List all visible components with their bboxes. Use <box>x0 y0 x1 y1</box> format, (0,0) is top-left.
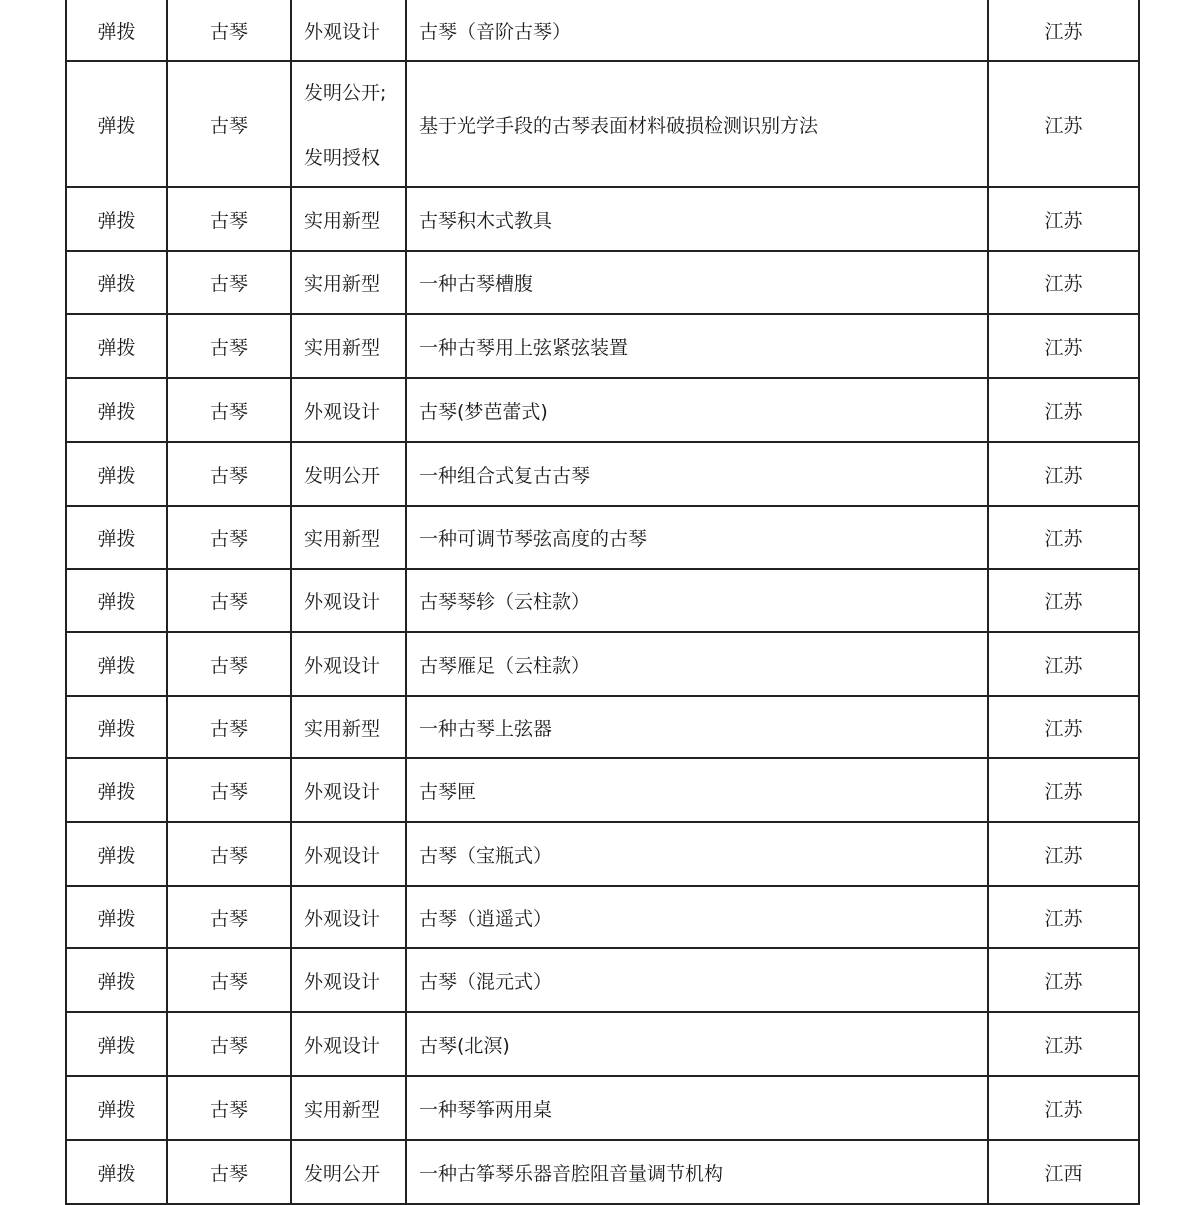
table-row <box>66 61 1139 187</box>
patent-type-cell: 外观设计 <box>291 822 406 886</box>
province-cell: 江苏 <box>988 506 1139 569</box>
table-row <box>66 569 1139 632</box>
instrument-cell: 古琴 <box>167 1076 291 1140</box>
instrument-cell: 古琴 <box>167 378 291 442</box>
province-cell: 江西 <box>988 1140 1139 1204</box>
table-row <box>66 442 1139 506</box>
patent-type-cell: 实用新型 <box>291 506 406 569</box>
province-cell: 江苏 <box>988 187 1139 251</box>
province-cell: 江苏 <box>988 1076 1139 1140</box>
patent-title-cell: 一种可调节琴弦高度的古琴 <box>406 506 988 569</box>
patent-title-cell: 一种古琴上弦器 <box>406 696 988 758</box>
category-cell: 弹拨 <box>66 442 167 506</box>
table-row <box>66 1012 1139 1076</box>
patent-title-cell: 一种琴筝两用桌 <box>406 1076 988 1140</box>
table-row <box>66 632 1139 696</box>
instrument-cell: 古琴 <box>167 886 291 948</box>
patent-type-cell: 实用新型 <box>291 696 406 758</box>
province-cell: 江苏 <box>988 822 1139 886</box>
province-cell: 江苏 <box>988 442 1139 506</box>
province-cell: 江苏 <box>988 632 1139 696</box>
table-row <box>66 1076 1139 1140</box>
province-cell: 江苏 <box>988 758 1139 822</box>
instrument-cell: 古琴 <box>167 442 291 506</box>
instrument-cell: 古琴 <box>167 758 291 822</box>
category-cell: 弹拨 <box>66 61 167 187</box>
category-cell: 弹拨 <box>66 948 167 1012</box>
category-cell: 弹拨 <box>66 696 167 758</box>
patent-table <box>65 0 1140 1205</box>
patent-type-cell: 实用新型 <box>291 187 406 251</box>
patent-title-cell: 古琴积木式教具 <box>406 187 988 251</box>
patent-title-cell: 古琴（宝瓶式） <box>406 822 988 886</box>
province-cell: 江苏 <box>988 1012 1139 1076</box>
patent-type-cell: 外观设计 <box>291 569 406 632</box>
category-cell: 弹拨 <box>66 569 167 632</box>
instrument-cell: 古琴 <box>167 948 291 1012</box>
province-cell: 江苏 <box>988 378 1139 442</box>
table-row <box>66 0 1139 61</box>
patent-type-cell: 外观设计 <box>291 0 406 61</box>
patent-type-cell: 发明公开 <box>291 442 406 506</box>
table-row <box>66 886 1139 948</box>
province-cell: 江苏 <box>988 251 1139 314</box>
category-cell: 弹拨 <box>66 1140 167 1204</box>
province-cell: 江苏 <box>988 61 1139 187</box>
instrument-cell: 古琴 <box>167 187 291 251</box>
instrument-cell: 古琴 <box>167 0 291 61</box>
patent-type-cell: 外观设计 <box>291 632 406 696</box>
province-cell: 江苏 <box>988 948 1139 1012</box>
patent-type-cell: 发明公开 <box>291 1140 406 1204</box>
patent-title-cell: 古琴（混元式） <box>406 948 988 1012</box>
patent-title-cell: 古琴琴轸（云柱款） <box>406 569 988 632</box>
instrument-cell: 古琴 <box>167 822 291 886</box>
category-cell: 弹拨 <box>66 1076 167 1140</box>
patent-type-cell: 外观设计 <box>291 378 406 442</box>
patent-type-cell: 外观设计 <box>291 886 406 948</box>
category-cell: 弹拨 <box>66 251 167 314</box>
province-cell: 江苏 <box>988 569 1139 632</box>
instrument-cell: 古琴 <box>167 1140 291 1204</box>
patent-title-cell: 古琴雁足（云柱款） <box>406 632 988 696</box>
instrument-cell: 古琴 <box>167 1012 291 1076</box>
patent-title-cell: 一种组合式复古古琴 <box>406 442 988 506</box>
patent-type-line: 发明授权 <box>304 147 381 169</box>
table-row <box>66 822 1139 886</box>
instrument-cell: 古琴 <box>167 61 291 187</box>
patent-type-cell: 实用新型 <box>291 314 406 378</box>
table-row <box>66 758 1139 822</box>
table-row <box>66 506 1139 569</box>
patent-title-cell: 古琴(北溟) <box>406 1012 988 1076</box>
category-cell: 弹拨 <box>66 1012 167 1076</box>
patent-type-cell <box>291 61 406 187</box>
category-cell: 弹拨 <box>66 632 167 696</box>
table-row <box>66 314 1139 378</box>
patent-title-cell: 古琴匣 <box>406 758 988 822</box>
instrument-cell: 古琴 <box>167 314 291 378</box>
instrument-cell: 古琴 <box>167 696 291 758</box>
patent-type-line: 发明公开; <box>304 82 387 104</box>
category-cell: 弹拨 <box>66 822 167 886</box>
province-cell: 江苏 <box>988 0 1139 61</box>
patent-type-cell: 外观设计 <box>291 948 406 1012</box>
category-cell: 弹拨 <box>66 0 167 61</box>
patent-title-cell: 一种古筝琴乐器音腔阻音量调节机构 <box>406 1140 988 1204</box>
instrument-cell: 古琴 <box>167 251 291 314</box>
instrument-cell: 古琴 <box>167 569 291 632</box>
patent-title-cell: 一种古琴槽腹 <box>406 251 988 314</box>
province-cell: 江苏 <box>988 696 1139 758</box>
category-cell: 弹拨 <box>66 187 167 251</box>
category-cell: 弹拨 <box>66 378 167 442</box>
patent-title-cell: 基于光学手段的古琴表面材料破损检测识别方法 <box>406 61 988 187</box>
category-cell: 弹拨 <box>66 506 167 569</box>
patent-type-cell: 实用新型 <box>291 1076 406 1140</box>
table-row <box>66 378 1139 442</box>
patent-type-cell: 实用新型 <box>291 251 406 314</box>
category-cell: 弹拨 <box>66 886 167 948</box>
patent-title-cell: 古琴（逍遥式） <box>406 886 988 948</box>
table-row <box>66 187 1139 251</box>
patent-type-cell: 外观设计 <box>291 1012 406 1076</box>
patent-title-cell: 古琴（音阶古琴） <box>406 0 988 61</box>
category-cell: 弹拨 <box>66 758 167 822</box>
table-row <box>66 696 1139 758</box>
table-row <box>66 948 1139 1012</box>
patent-type-cell: 外观设计 <box>291 758 406 822</box>
patent-title-cell: 一种古琴用上弦紧弦装置 <box>406 314 988 378</box>
instrument-cell: 古琴 <box>167 506 291 569</box>
patent-title-cell: 古琴(梦芭蕾式) <box>406 378 988 442</box>
province-cell: 江苏 <box>988 314 1139 378</box>
instrument-cell: 古琴 <box>167 632 291 696</box>
table-row <box>66 1140 1139 1204</box>
category-cell: 弹拨 <box>66 314 167 378</box>
table-row <box>66 251 1139 314</box>
province-cell: 江苏 <box>988 886 1139 948</box>
